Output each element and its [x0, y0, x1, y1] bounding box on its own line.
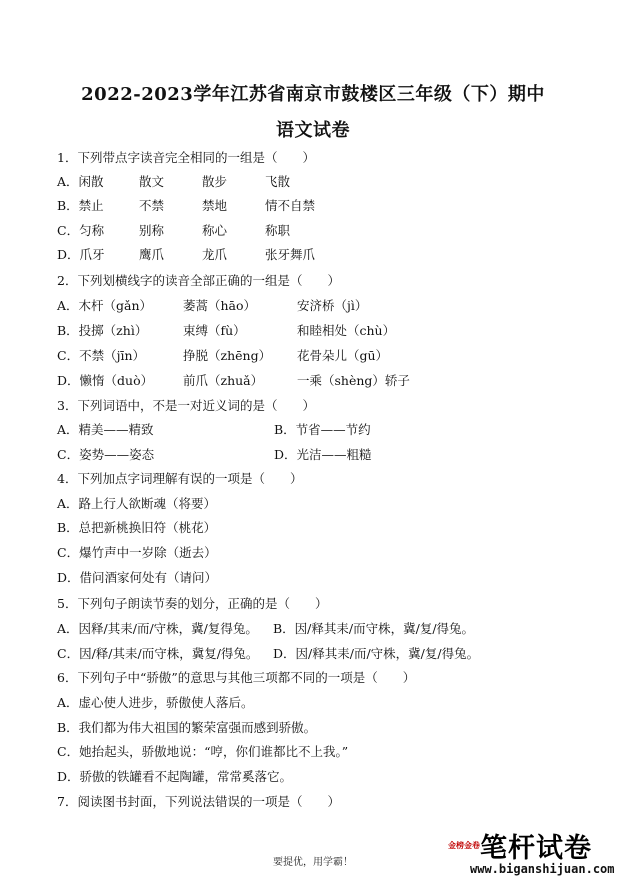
option-cell: 称心	[202, 223, 228, 238]
option-cell: 不禁	[139, 198, 165, 213]
option-cell: C．因/释/其耒/而守株，冀复/得兔。	[57, 646, 259, 661]
question-stem: 5．下列句子朗读节奏的划分，正确的是（ ）	[57, 596, 328, 611]
question-stem: 4．下列加点字词理解有误的一项是（ ）	[57, 471, 303, 486]
option-line: C．爆竹声中一岁除（逝去）	[57, 545, 217, 560]
option-cell: 挣脱（zhēng）	[183, 348, 272, 363]
question-stem: 6．下列句子中“骄傲”的意思与其他三项都不同的一项是（ ）	[57, 670, 416, 685]
option-line: B．我们都为伟大祖国的繁荣富强而感到骄傲。	[57, 720, 317, 735]
exam-title: 2022-2023学年江苏省南京市鼓楼区三年级（下）期中	[81, 84, 545, 105]
question-stem: 1．下列带点字读音完全相同的一组是（ ）	[57, 150, 315, 165]
option-cell: 飞散	[265, 174, 291, 189]
option-cell: D．爪牙	[57, 247, 105, 262]
option-cell: D．因/释其耒/而/守株，冀/复/得兔。	[273, 646, 480, 661]
option-cell: C．不禁（jīn）	[57, 348, 145, 363]
page-footer: 要提优，用学霸！	[273, 857, 353, 868]
option-cell: 束缚（fù）	[183, 323, 246, 338]
option-cell: A．因释/其耒/而/守株，冀/复得兔。	[57, 621, 258, 636]
option-cell: 别称	[139, 223, 165, 238]
brand-watermark	[448, 826, 622, 884]
option-cell: 称职	[265, 223, 291, 238]
option-line: C．她抬起头，骄傲地说：“哼，你们谁都比不上我。”	[57, 744, 349, 759]
option-cell: 情不自禁	[265, 198, 316, 213]
option-cell: 龙爪	[202, 247, 228, 262]
option-cell: D．光洁——粗糙	[274, 447, 372, 462]
option-line: D．骄傲的铁罐看不起陶罐，常常奚落它。	[57, 769, 293, 784]
option-cell: C．姿势——姿态	[57, 447, 155, 462]
option-cell: A．木杆（gǎn）	[57, 298, 153, 313]
option-cell: D．懒惰（duò）	[57, 373, 154, 388]
option-line: B．总把新桃换旧符（桃花）	[57, 520, 217, 535]
option-cell: 前爪（zhuǎ）	[183, 373, 264, 388]
option-cell: 禁地	[202, 198, 228, 213]
option-cell: 花骨朵儿（gū）	[297, 348, 389, 363]
option-cell: A．精美——精致	[57, 422, 154, 437]
question-stem: 3．下列词语中，不是一对近义词的是（ ）	[57, 398, 315, 413]
question-stem: 2．下列划横线字的读音全部正确的一组是（ ）	[57, 273, 340, 288]
option-cell: B．节省——节约	[274, 422, 371, 437]
brand-name: 笔杆试卷	[480, 833, 592, 864]
option-cell: B．因/释其耒/而守株，冀/复/得兔。	[273, 621, 475, 636]
option-cell: B．投掷（zhì）	[57, 323, 148, 338]
option-line: A．路上行人欲断魂（将要）	[57, 496, 217, 511]
option-cell: 散文	[139, 174, 165, 189]
option-cell: 安济桥（jì）	[297, 298, 368, 313]
option-cell: 散步	[202, 174, 228, 189]
option-cell: B．禁止	[57, 198, 104, 213]
option-cell: A．闲散	[57, 174, 104, 189]
option-line: A．虚心使人进步，骄傲使人落后。	[57, 695, 254, 710]
brand-mark: 金榜金卷	[448, 841, 480, 850]
option-cell: 和睦相处（chù）	[297, 323, 396, 338]
option-line: D．借问酒家何处有（请问）	[57, 570, 218, 585]
brand-url: www.biganshijuan.com	[470, 862, 615, 876]
option-cell: 一乘（shèng）轿子	[297, 373, 410, 388]
question-stem: 7．阅读图书封面，下列说法错误的一项是（ ）	[57, 794, 340, 809]
option-cell: 萎蒿（hāo）	[183, 298, 257, 313]
option-cell: 鹰爪	[139, 247, 165, 262]
option-cell: 张牙舞爪	[265, 247, 316, 262]
exam-subtitle: 语文试卷	[276, 120, 350, 141]
option-cell: C．匀称	[57, 223, 105, 238]
